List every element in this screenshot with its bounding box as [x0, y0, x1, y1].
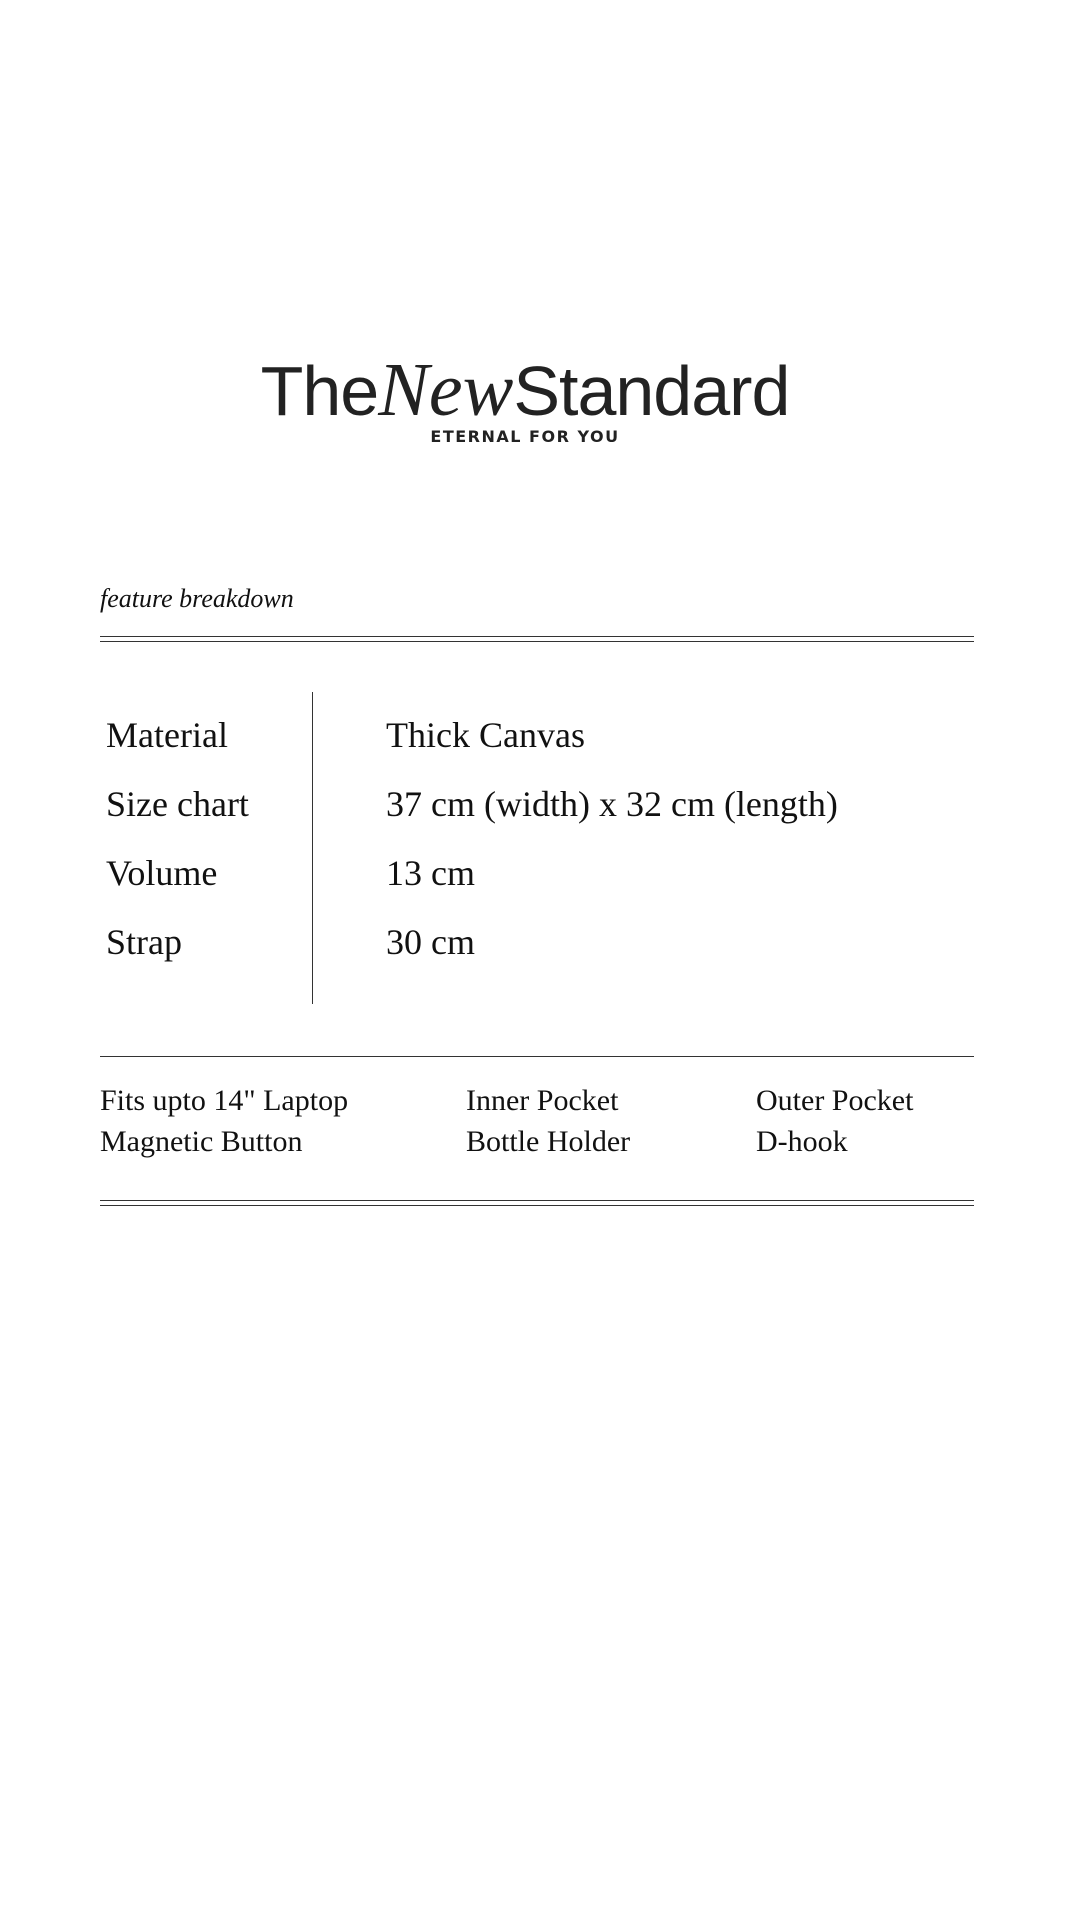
brand-name-prefix: The [260, 352, 379, 430]
spec-value: 13 cm [386, 852, 475, 893]
features-grid [100, 1080, 974, 1180]
spec-row-size-chart [106, 769, 966, 838]
spec-row-strap [106, 907, 966, 976]
spec-label: Material [106, 714, 228, 755]
feature-item: Outer Pocket [756, 1084, 914, 1117]
feature-item: Fits upto 14" Laptop [100, 1084, 349, 1117]
spec-label: Strap [106, 921, 182, 962]
features-column-3 [756, 1080, 913, 1162]
features-column-2 [466, 1080, 630, 1162]
spec-value: 37 cm (width) x 32 cm (length) [386, 783, 838, 824]
spec-value: Thick Canvas [386, 714, 585, 755]
section-heading: feature breakdown [100, 584, 294, 613]
brand-logo [255, 350, 795, 446]
spec-row-volume [106, 838, 966, 907]
spec-label: Size chart [106, 783, 249, 824]
features-column-1 [100, 1080, 348, 1162]
middle-divider [100, 1056, 974, 1057]
brand-name-italic: New [378, 348, 514, 432]
spec-label: Volume [106, 852, 218, 893]
spec-value: 30 cm [386, 921, 475, 962]
feature-item: Inner Pocket [466, 1084, 619, 1117]
top-double-divider [100, 636, 974, 642]
brand-name-suffix: Standard [513, 352, 790, 430]
feature-item: Magnetic Button [100, 1125, 303, 1158]
spec-row-material [106, 700, 966, 769]
bottom-double-divider [100, 1200, 974, 1206]
spec-table [106, 700, 966, 976]
brand-tagline: ETERNAL FOR YOU [430, 427, 620, 446]
brand-name [255, 350, 795, 431]
feature-item: Bottle Holder [466, 1125, 631, 1158]
feature-item: D-hook [756, 1125, 848, 1158]
